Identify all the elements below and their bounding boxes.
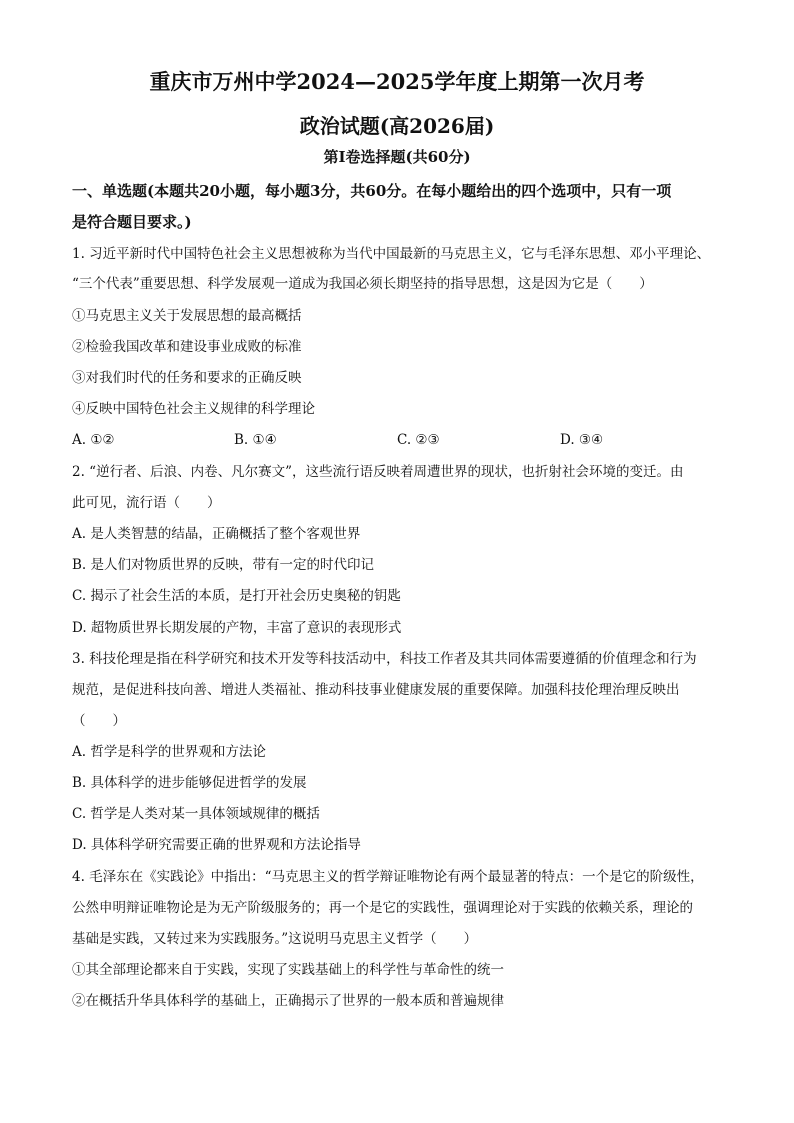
- q2-option-d: D. 超物质世界长期发展的产物，丰富了意识的表现形式: [72, 620, 402, 636]
- q3-option-c: C. 哲学是人类对某一具体领域规律的概括: [72, 806, 320, 822]
- q4-stem-line-1: 4. 毛泽东在《实践论》中指出：“马克思主义的哲学辩证唯物论有两个最显著的特点：一个是它的阶级性，: [72, 869, 704, 885]
- q1-option-c: C. ②③: [397, 432, 440, 448]
- q2-option-b: B. 是人们对物质世界的反映，带有一定的时代印记: [72, 557, 375, 573]
- q4-stem-line-2: 公然申明辩证唯物论是为无产阶级服务的；再一个是它的实践性，强调理论对于实践的依赖关系，理论的: [72, 900, 693, 916]
- q1-option-b: B. ①④: [234, 432, 277, 448]
- q2-option-a: A. 是人类智慧的结晶，正确概括了整个客观世界: [72, 526, 361, 542]
- section-heading-line-2: 是符合题目要求。): [72, 213, 192, 231]
- q3-option-d: D. 具体科学研究需要正确的世界观和方法论指导: [72, 837, 361, 853]
- exam-subtitle: 政治试题(高2026届): [299, 114, 495, 138]
- q1-item-4: ④反映中国特色社会主义规律的科学理论: [72, 401, 315, 417]
- exam-title: 重庆市万州中学2024—2025学年度上期第一次月考: [149, 69, 645, 94]
- q1-item-2: ②检验我国改革和建设事业成败的标准: [72, 339, 302, 355]
- q3-option-a: A. 哲学是科学的世界观和方法论: [72, 744, 266, 760]
- q2-option-c: C. 揭示了社会生活的本质，是打开社会历史奥秘的钥匙: [72, 588, 401, 604]
- q1-option-a: A. ①②: [72, 432, 115, 448]
- q3-option-b: B. 具体科学的进步能够促进哲学的发展: [72, 775, 307, 791]
- q1-stem-line-1: 1. 习近平新时代中国特色社会主义思想被称为当代中国最新的马克思主义，它与毛泽东思想、邓小平理论、: [72, 246, 711, 262]
- q1-item-3: ③对我们时代的任务和要求的正确反映: [72, 370, 302, 386]
- q1-item-1: ①马克思主义关于发展思想的最高概括: [72, 308, 302, 324]
- q2-stem-line-2: 此可见，流行语（ ）: [72, 495, 221, 511]
- q2-stem-line-1: 2. “逆行者、后浪、内卷、凡尔赛文”，这些流行语反映着周遭世界的现状，也折射社会环境的变迁。由: [72, 464, 684, 480]
- section-heading-line-1: 一、单选题(本题共20小题，每小题3分，共60分。在每小题给出的四个选项中，只有一项: [72, 182, 672, 200]
- q3-stem-line-2: 规范，是促进科技向善、增进人类福祉、推动科技事业健康发展的重要保障。加强科技伦理治理反映出: [72, 682, 680, 698]
- q3-stem-line-1: 3. 科技伦理是指在科学研究和技术开发等科技活动中，科技工作者及其共同体需要遵循的价值理念和行为: [72, 651, 697, 667]
- q4-item-1: ①其全部理论都来自于实践，实现了实践基础上的科学性与革命性的统一: [72, 962, 504, 978]
- q4-item-2: ②在概括升华具体科学的基础上，正确揭示了世界的一般本质和普遍规律: [72, 993, 504, 1009]
- q4-stem-line-3: 基础是实践，又转过来为实践服务。”这说明马克思主义哲学（ ）: [72, 931, 478, 947]
- q3-stem-line-3: （ ）: [72, 713, 126, 729]
- q1-option-d: D. ③④: [560, 432, 604, 448]
- q1-stem-line-2: “三个代表”重要思想、科学发展观一道成为我国必须长期坚持的指导思想，这是因为它是（ ）: [72, 276, 653, 292]
- volume-heading: 第Ⅰ卷选择题(共60分): [323, 148, 471, 166]
